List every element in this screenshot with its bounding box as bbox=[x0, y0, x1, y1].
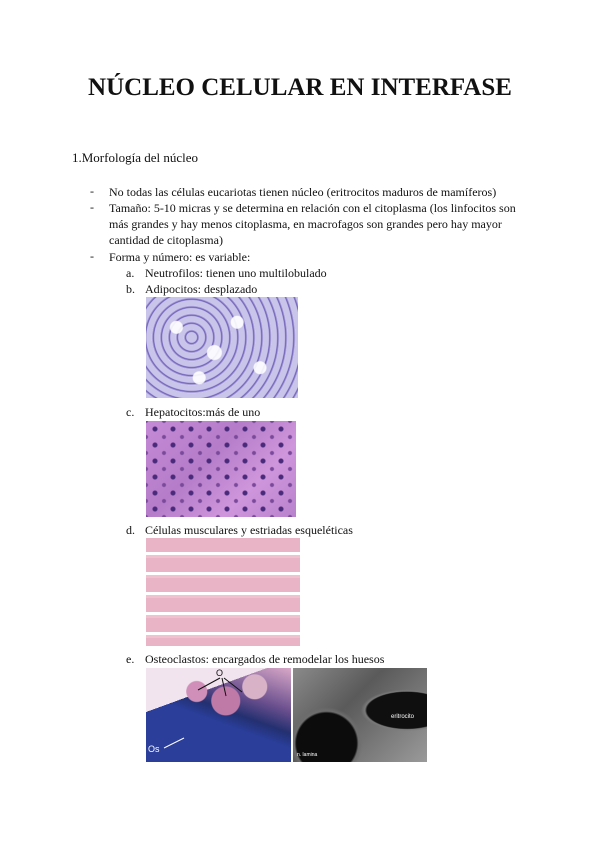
list-item-letter: c. bbox=[126, 405, 135, 419]
section-heading: 1.Morfología del núcleo bbox=[72, 150, 198, 165]
bullet-text: Tamaño: 5-10 micras y se determina en relación con el citoplasma (los linfocitos son más grandes y hay menos citoplasma, en macrofagos son grandes pero hay mayor cantidad de citoplasma) bbox=[109, 201, 516, 247]
list-item-letter: b. bbox=[126, 282, 135, 296]
list-item-letter: a. bbox=[126, 266, 135, 280]
list-item-letter: d. bbox=[126, 523, 135, 537]
image-label-eritrocito: eritrocito bbox=[391, 714, 415, 720]
adipocyte-histology-image bbox=[146, 297, 298, 398]
skeletal-muscle-histology-image bbox=[146, 538, 300, 646]
list-item-text: Neutrofilos: tienen uno multilobulado bbox=[145, 266, 327, 280]
image-label-o: O bbox=[216, 668, 224, 678]
hepatocyte-histology-image bbox=[146, 421, 296, 517]
list-item-text: Osteoclastos: encargados de remodelar los huesos bbox=[145, 652, 385, 666]
image-label-os: Os bbox=[148, 744, 160, 754]
list-item-text: Adipocitos: desplazado bbox=[145, 282, 258, 296]
bullet-dash: - bbox=[90, 249, 94, 263]
annotation-arrows bbox=[146, 668, 291, 762]
bullet-text: No todas las células eucariotas tienen núcleo (eritrocitos maduros de mamíferos) bbox=[109, 185, 497, 199]
bullet-dash: - bbox=[90, 184, 94, 198]
electron-micrograph-image bbox=[293, 668, 427, 762]
list-item-letter: e. bbox=[126, 652, 135, 666]
image-label-lamina: n. lamina bbox=[297, 752, 318, 758]
bullet-dash: - bbox=[90, 200, 94, 214]
page-title: NÚCLEO CELULAR EN INTERFASE bbox=[88, 74, 512, 101]
list-item-text: Células musculares y estriadas esqueléticas bbox=[145, 523, 353, 537]
list-item-text: Hepatocitos:más de uno bbox=[145, 405, 261, 419]
osteoclast-histology-image bbox=[146, 668, 291, 762]
bullet-text: Forma y número: es variable: bbox=[109, 250, 251, 264]
